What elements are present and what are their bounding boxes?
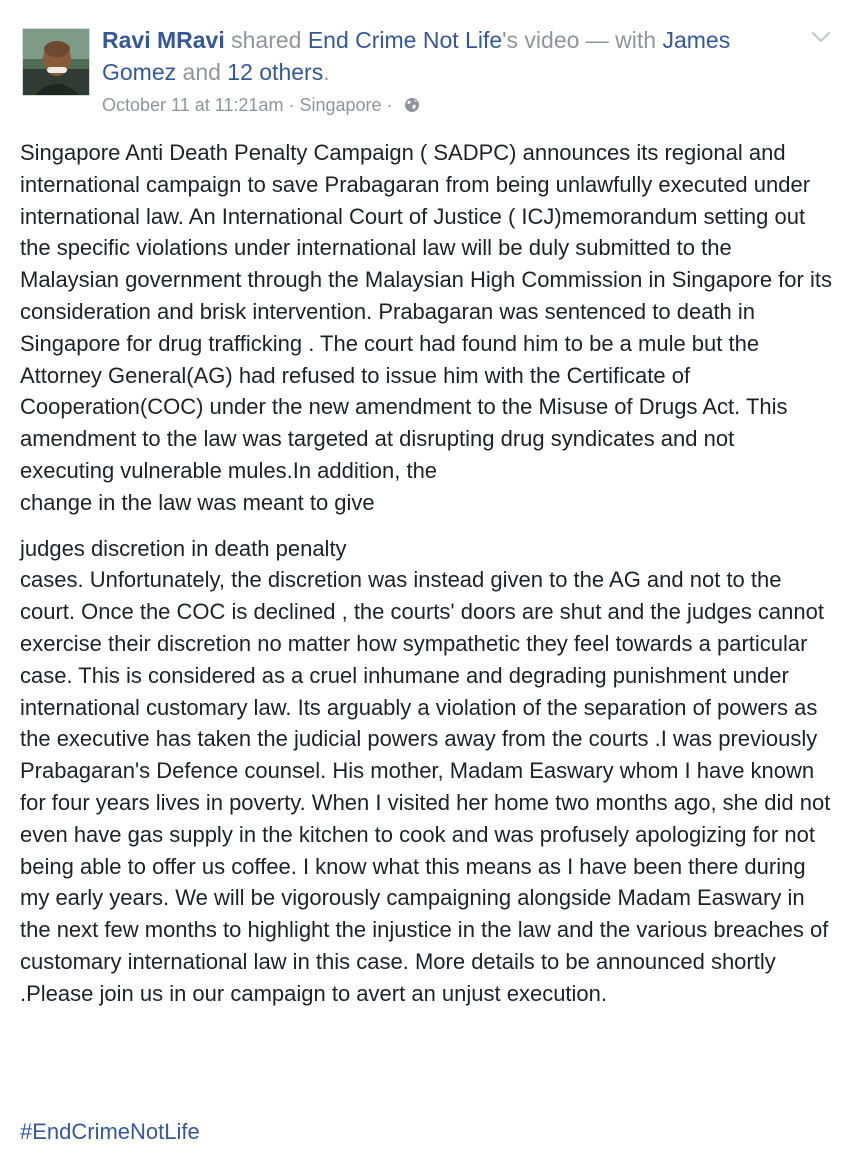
shared-video-suffix: 's video: [502, 27, 580, 53]
body-paragraph: cases. Unfortunately, the discretion was instead given to the AG and not to the court. Once the COC is declined , the courts' doors are shut and the judges cannot exercise their discretion no matter how sympathetic they feel towards a particular case. This is considered as a cruel inhumane and degrading punishment under international customary law. Its arguably a violation of the separation of powers as the executive has taken the judicial powers away from the courts .I was previously Prabagaran's Defence counsel. His mother, Madam Easwary whom I have known for four years lives in poverty. When I visited her home two months ago, she did not even have gas supply in the kitchen to cook and was profusely apologizing for not being able to offer us coffee. I know what this means as I have been there during my early years. We will be vigorously campaigning alongside Madam Easwary in the next few months to highlight the injustice in the law and the various breaches of customary international law in this case. More details to be announced shortly .Please join us in our campaign to avert an unjust execution.: [20, 567, 831, 1006]
with-separator: — with: [585, 27, 657, 53]
meta-separator: ·: [288, 95, 295, 115]
hashtag-link[interactable]: #EndCrimeNotLife: [20, 1119, 200, 1144]
body-paragraph: Singapore Anti Death Penalty Campaign ( SADPC) announces its regional and international campaign to save Prabagaran from being unlawfully executed under international law. An International Court of Justice ( ICJ)memorandum setting out the specific violations under international law will be duly submitted to the Malaysian government through the Malaysian High Commission in Singapore for its consideration and brisk intervention. Prabagaran was sentenced to death in Singapore for drug trafficking . The court had found him to be a mule but the Attorney General(AG) had refused to issue him with the Certificate of Cooperation(COC) under the new amendment to the Misuse of Drugs Act. This amendment to the law was targeted at disrupting drug syndicates and not executing vulnerable mules.In addition, the: [20, 140, 832, 483]
post-meta: [102, 93, 420, 117]
shared-from-link[interactable]: End Crime Not Life: [307, 27, 503, 53]
header-period: .: [323, 59, 330, 85]
shared-text: shared: [231, 27, 302, 53]
post-body: [20, 137, 832, 1010]
meta-separator: ·: [386, 95, 393, 115]
location-link[interactable]: Singapore: [299, 95, 382, 115]
post-header: [102, 24, 782, 88]
timestamp-link[interactable]: October 11 at 11:21am: [102, 95, 284, 115]
author-name-link[interactable]: Ravi MRavi: [102, 27, 225, 53]
globe-icon[interactable]: [404, 97, 420, 113]
and-text: and: [182, 59, 221, 85]
others-link[interactable]: 12 others: [227, 59, 324, 85]
tagged-person-link[interactable]: James Gomez: [102, 27, 731, 85]
body-paragraph: judges discretion in death penalty: [20, 535, 347, 561]
avatar[interactable]: [22, 28, 90, 96]
avatar-image: [23, 29, 90, 96]
chevron-down-icon[interactable]: [810, 30, 832, 44]
body-paragraph: change in the law was meant to give: [20, 489, 375, 515]
